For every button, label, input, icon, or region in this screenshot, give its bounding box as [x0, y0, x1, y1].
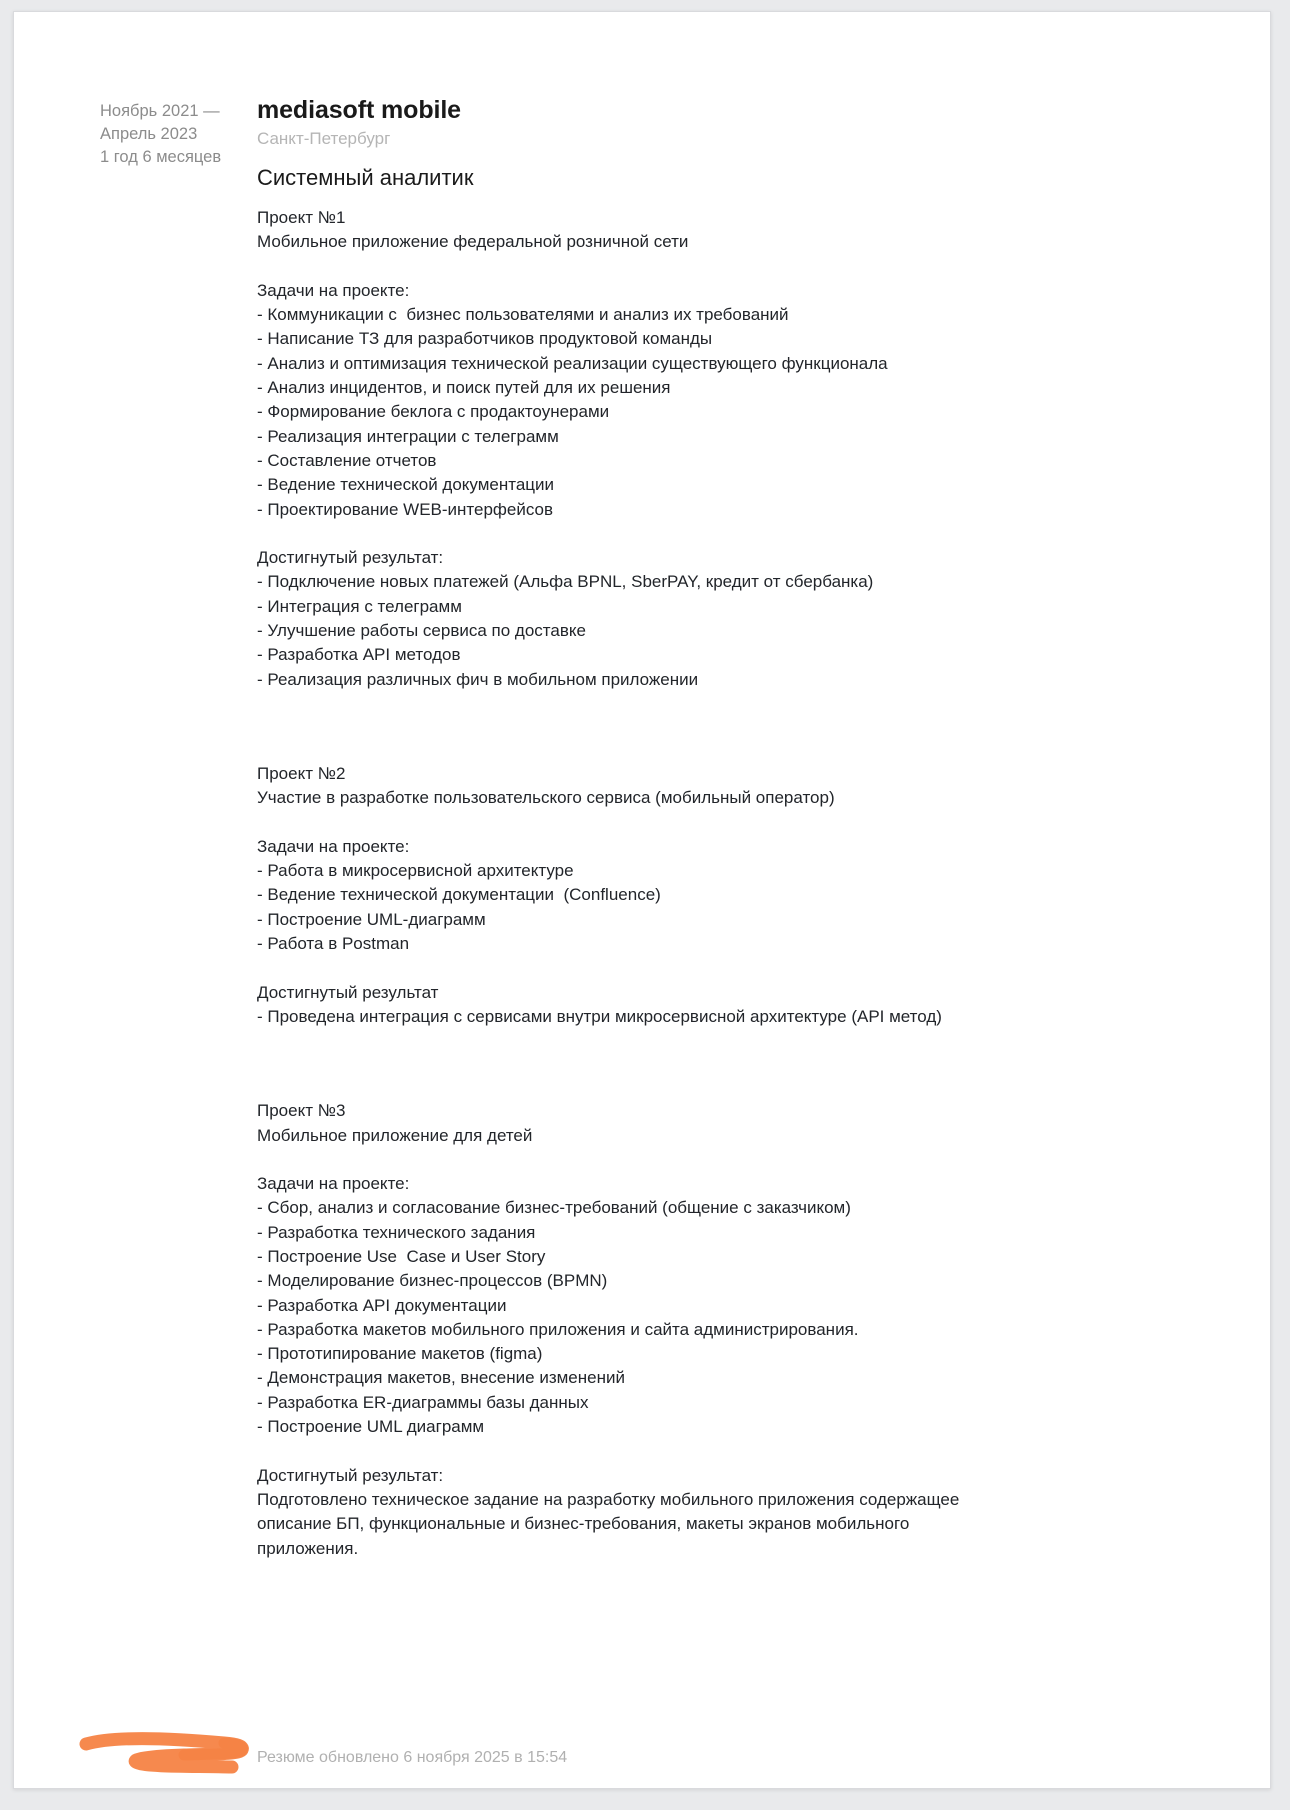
- project-task-item: - Разработка технического задания: [257, 1222, 536, 1242]
- project-task-item: - Реализация интеграции с телеграмм: [257, 426, 559, 446]
- project-result-item: - Улучшение работы сервиса по доставке: [257, 621, 586, 641]
- project-number: Проект №1: [257, 208, 346, 227]
- project-task-item: - Анализ и оптимизация технической реализации существующего функционала: [257, 353, 888, 373]
- spacer: [257, 811, 1217, 835]
- project-name: Мобильное приложение для детей: [257, 1125, 533, 1145]
- spacer: [257, 1148, 1217, 1172]
- experience-details: [257, 95, 1217, 1561]
- period-end: Апрель 2023: [100, 125, 198, 143]
- period-start: Ноябрь 2021 —: [100, 102, 220, 120]
- project-task-item: - Написание ТЗ для разработчиков продуктовой команды: [257, 329, 713, 349]
- project-name: Мобильное приложение федеральной розничной сети: [257, 232, 689, 252]
- project-task-item: - Построение UML диаграмм: [257, 1417, 485, 1437]
- project-result-item: - Интеграция с телеграмм: [257, 596, 462, 616]
- project-task-item: - Составление отчетов: [257, 450, 437, 470]
- project-result-header: Достигнутый результат:: [257, 548, 444, 568]
- project-result-item: - Подключение новых платежей (Альфа BPNL, SberPAY, кредит от сбербанка): [257, 572, 874, 592]
- project-result-header: Достигнутый результат: [257, 982, 439, 1002]
- spacer: [257, 956, 1217, 980]
- company-city: Санкт-Петербург: [257, 129, 391, 148]
- employment-period: [100, 100, 240, 169]
- project-task-item: - Работа в Postman: [257, 934, 410, 954]
- project-task-item: - Демонстрация макетов, внесение изменений: [257, 1368, 625, 1388]
- resume-page-card: [13, 11, 1271, 1789]
- project-number: Проект №2: [257, 763, 346, 783]
- project-block: [257, 206, 1217, 749]
- spacer: [257, 522, 1217, 546]
- project-task-item: - Построение Use Case и User Story: [257, 1246, 546, 1266]
- company-name: mediasoft mobile: [257, 96, 461, 124]
- project-task-item: - Построение UML-диаграмм: [257, 909, 486, 929]
- project-task-item: - Ведение технической документации (Confluence): [257, 885, 661, 905]
- spacer: [257, 255, 1217, 279]
- spacer: [257, 692, 1217, 749]
- project-task-item: - Разработка API документации: [257, 1295, 507, 1315]
- project-task-item: - Анализ инцидентов, и поиск путей для их решения: [257, 378, 671, 398]
- project-task-item: - Разработка макетов мобильного приложения и сайта администрирования.: [257, 1319, 859, 1339]
- project-block: [257, 1099, 1217, 1561]
- project-result-item: - Реализация различных фич в мобильном приложении: [257, 669, 699, 689]
- job-title: Системный аналитик: [257, 165, 474, 190]
- project-result-item: - Разработка API методов: [257, 645, 461, 665]
- period-duration: 1 год 6 месяцев: [100, 148, 222, 166]
- spacer: [257, 1439, 1217, 1463]
- project-task-item: - Работа в микросервисной архитектуре: [257, 861, 574, 881]
- spacer: [257, 1029, 1217, 1086]
- projects-list: [257, 206, 1217, 1561]
- project-task-item: - Прототипирование макетов (figma): [257, 1344, 543, 1364]
- project-name: Участие в разработке пользовательского сервиса (мобильный оператор): [257, 788, 835, 808]
- project-result-header: Достигнутый результат:: [257, 1465, 444, 1485]
- resume-updated-note: Резюме обновлено 6 ноября 2025 в 15:54: [257, 1749, 568, 1766]
- project-task-item: - Разработка ER-диаграммы базы данных: [257, 1392, 589, 1412]
- project-tasks-header: Задачи на проекте:: [257, 280, 410, 300]
- project-task-item: - Формирование беклога с продактоунерами: [257, 402, 610, 422]
- project-task-item: - Сбор, анализ и согласование бизнес-требований (общение с заказчиком): [257, 1198, 851, 1218]
- project-task-item: - Коммуникации с бизнес пользователями и анализ их требований: [257, 305, 789, 325]
- resume-body: [14, 12, 1270, 1788]
- project-tasks-header: Задачи на проекте:: [257, 1174, 410, 1194]
- project-number: Проект №3: [257, 1101, 346, 1121]
- project-result-paragraph: Подготовлено техническое задание на разработку мобильного приложения содержащее описание БП, функциональные и бизнес-требования, макеты экранов мобильного приложения.: [257, 1489, 960, 1558]
- project-task-item: - Проектирование WEB-интерфейсов: [257, 499, 554, 519]
- project-result-item: - Проведена интеграция с сервисами внутри микросервисной архитектуре (API метод): [257, 1006, 942, 1026]
- project-block: [257, 762, 1217, 1086]
- project-tasks-header: Задачи на проекте:: [257, 836, 410, 856]
- project-task-item: - Ведение технической документации: [257, 475, 555, 495]
- project-task-item: - Моделирование бизнес-процессов (BPMN): [257, 1271, 608, 1291]
